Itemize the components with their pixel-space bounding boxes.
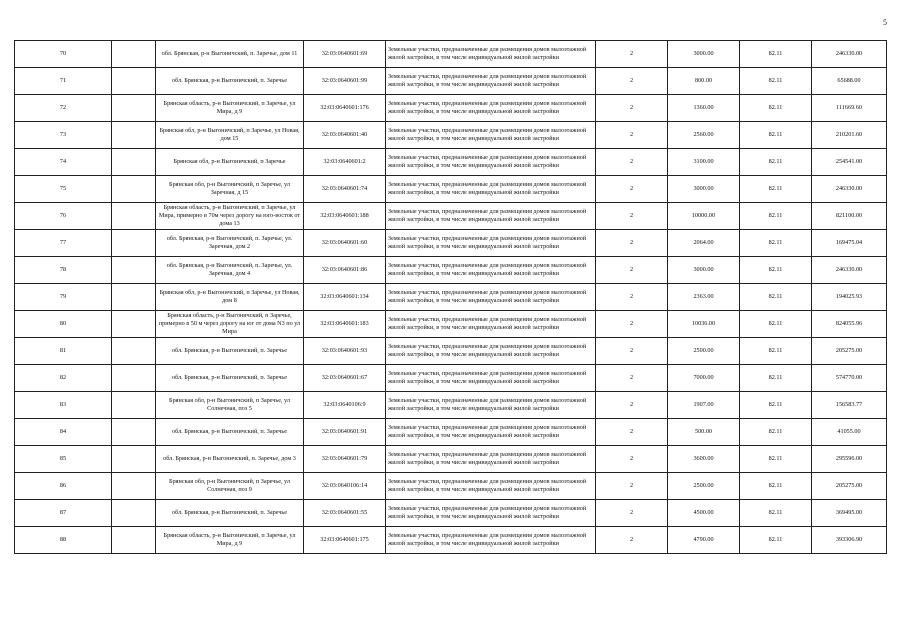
address-cell: Брянская обл, р-н Выгоничский, п Заречье, ул Новая, дом 8 [156,284,304,311]
category-cell: 2 [596,41,668,68]
spacer-cell [112,284,156,311]
area-cell: 800.00 [668,68,740,95]
address-cell: обл. Брянская, р-н Выгоничский, п. Заречье, ул. Заречная, дом 4 [156,257,304,284]
table-row [15,122,887,149]
rate-cell: 82.11 [740,95,812,122]
row-number-cell: 70 [15,41,112,68]
land-use-cell: Земельные участки, предназначенные для размещения домов малоэтажной жилой застройки, в том числе индивидуальной жилой застройки [386,473,596,500]
row-number-cell: 74 [15,149,112,176]
cadastral-value-cell: 41055.00 [812,419,887,446]
cadastral-value-cell: 246330.00 [812,41,887,68]
cadastral-value-cell: 246330.00 [812,257,887,284]
table-row [15,230,887,257]
rate-cell: 82.11 [740,500,812,527]
land-use-cell: Земельные участки, предназначенные для размещения домов малоэтажной жилой застройки, в том числе индивидуальной жилой застройки [386,230,596,257]
cadastral-number-cell: 32:03:0640601:183 [304,311,386,338]
area-cell: 3600.00 [668,446,740,473]
land-use-cell: Земельные участки, предназначенные для размещения домов малоэтажной жилой застройки, в том числе индивидуальной жилой застройки [386,41,596,68]
row-number-cell: 77 [15,230,112,257]
category-cell: 2 [596,68,668,95]
row-number-cell: 73 [15,122,112,149]
spacer-cell [112,149,156,176]
rate-cell: 82.11 [740,149,812,176]
spacer-cell [112,500,156,527]
rate-cell: 82.11 [740,203,812,230]
table-row [15,149,887,176]
land-use-cell: Земельные участки, предназначенные для размещения домов малоэтажной жилой застройки, в том числе индивидуальной жилой застройки [386,338,596,365]
row-number-cell: 84 [15,419,112,446]
rate-cell: 82.11 [740,392,812,419]
spacer-cell [112,446,156,473]
cadastral-value-cell: 821100.00 [812,203,887,230]
row-number-cell: 75 [15,176,112,203]
land-use-cell: Земельные участки, предназначенные для размещения домов малоэтажной жилой застройки, в том числе индивидуальной жилой застройки [386,419,596,446]
cadastral-number-cell: 32:03:0640601:60 [304,230,386,257]
spacer-cell [112,338,156,365]
category-cell: 2 [596,149,668,176]
cadastral-value-cell: 205275.00 [812,338,887,365]
address-cell: Брянская обл, р-н Выгоничский, п Заречье, ул Солнечная, поз 9 [156,473,304,500]
cadastral-number-cell: 32:03:0640601:93 [304,338,386,365]
cadastral-value-cell: 194025.93 [812,284,887,311]
cadastral-value-cell: 156583.77 [812,392,887,419]
cadastral-value-cell: 369495.00 [812,500,887,527]
cadastral-value-cell: 393306.90 [812,527,887,554]
row-number-cell: 81 [15,338,112,365]
cadastral-number-cell: 32:03:0640601:69 [304,41,386,68]
category-cell: 2 [596,257,668,284]
land-use-cell: Земельные участки, предназначенные для размещения домов малоэтажной жилой застройки, в том числе индивидуальной жилой застройки [386,527,596,554]
table-row [15,392,887,419]
land-use-cell: Земельные участки, предназначенные для размещения домов малоэтажной жилой застройки, в том числе индивидуальной жилой застройки [386,365,596,392]
rate-cell: 82.11 [740,257,812,284]
cadastral-value-cell: 246330.00 [812,176,887,203]
table-row [15,95,887,122]
row-number-cell: 87 [15,500,112,527]
rate-cell: 82.11 [740,41,812,68]
address-cell: Брянская область, р-н Выгоничский, п Заречье, ул Мира, д 9 [156,527,304,554]
area-cell: 4790.00 [668,527,740,554]
spacer-cell [112,257,156,284]
area-cell: 1360.00 [668,95,740,122]
cadastral-number-cell: 32:03:0640601:86 [304,257,386,284]
rate-cell: 82.11 [740,230,812,257]
table-row [15,257,887,284]
rate-cell: 82.11 [740,419,812,446]
address-cell: Брянская область, р-н Выгоничский, п Заречье, примерно в 50 м через дорогу на юг от дома N3 по ул Мира [156,311,304,338]
category-cell: 2 [596,230,668,257]
row-number-cell: 78 [15,257,112,284]
cadastral-value-cell: 295596.00 [812,446,887,473]
category-cell: 2 [596,122,668,149]
category-cell: 2 [596,419,668,446]
land-use-cell: Земельные участки, предназначенные для размещения домов малоэтажной жилой застройки, в том числе индивидуальной жилой застройки [386,122,596,149]
area-cell: 2500.00 [668,338,740,365]
land-use-cell: Земельные участки, предназначенные для размещения домов малоэтажной жилой застройки, в том числе индивидуальной жилой застройки [386,392,596,419]
category-cell: 2 [596,527,668,554]
rate-cell: 82.11 [740,176,812,203]
land-use-cell: Земельные участки, предназначенные для размещения домов малоэтажной жилой застройки, в том числе индивидуальной жилой застройки [386,446,596,473]
category-cell: 2 [596,311,668,338]
rate-cell: 82.11 [740,311,812,338]
table-row [15,338,887,365]
spacer-cell [112,95,156,122]
rate-cell: 82.11 [740,446,812,473]
area-cell: 2064.00 [668,230,740,257]
table-row [15,365,887,392]
cadastral-value-cell: 210201.60 [812,122,887,149]
area-cell: 3100.00 [668,149,740,176]
rate-cell: 82.11 [740,122,812,149]
cadastral-number-cell: 32:03:0640106:14 [304,473,386,500]
category-cell: 2 [596,284,668,311]
cadastral-number-cell: 32:03:0640601:40 [304,122,386,149]
spacer-cell [112,527,156,554]
row-number-cell: 76 [15,203,112,230]
cadastral-number-cell: 32:03:0640601:79 [304,446,386,473]
area-cell: 500.00 [668,419,740,446]
rate-cell: 82.11 [740,365,812,392]
cadastral-value-cell: 205275.00 [812,473,887,500]
cadastral-number-cell: 32:03:0640601:176 [304,95,386,122]
address-cell: обл. Брянская, р-н Выгоничский, п. Заречье [156,500,304,527]
area-cell: 2500.00 [668,473,740,500]
spacer-cell [112,122,156,149]
land-use-cell: Земельные участки, предназначенные для размещения домов малоэтажной жилой застройки, в том числе индивидуальной жилой застройки [386,284,596,311]
category-cell: 2 [596,95,668,122]
table-row [15,419,887,446]
area-cell: 7000.00 [668,365,740,392]
table-row [15,176,887,203]
cadastral-value-cell: 169475.04 [812,230,887,257]
spacer-cell [112,203,156,230]
address-cell: обл. Брянская, р-н Выгоничский, п. Заречье [156,338,304,365]
area-cell: 2560.00 [668,122,740,149]
row-number-cell: 72 [15,95,112,122]
row-number-cell: 71 [15,68,112,95]
table-body [15,41,887,554]
category-cell: 2 [596,176,668,203]
cadastral-number-cell: 32:03:0640601:134 [304,284,386,311]
area-cell: 3000.00 [668,257,740,284]
land-use-cell: Земельные участки, предназначенные для размещения домов малоэтажной жилой застройки, в том числе индивидуальной жилой застройки [386,68,596,95]
area-cell: 4500.00 [668,500,740,527]
land-use-cell: Земельные участки, предназначенные для размещения домов малоэтажной жилой застройки, в том числе индивидуальной жилой застройки [386,311,596,338]
cadastral-value-cell: 65688.00 [812,68,887,95]
cadastral-value-cell: 824055.96 [812,311,887,338]
land-use-cell: Земельные участки, предназначенные для размещения домов малоэтажной жилой застройки, в том числе индивидуальной жилой застройки [386,95,596,122]
land-use-cell: Земельные участки, предназначенные для размещения домов малоэтажной жилой застройки, в том числе индивидуальной жилой застройки [386,176,596,203]
cadastral-value-cell: 574770.00 [812,365,887,392]
category-cell: 2 [596,203,668,230]
cadastral-number-cell: 32:03:0640601:74 [304,176,386,203]
land-use-cell: Земельные участки, предназначенные для размещения домов малоэтажной жилой застройки, в том числе индивидуальной жилой застройки [386,257,596,284]
page-number: 5 [883,18,887,27]
category-cell: 2 [596,473,668,500]
address-cell: обл. Брянская, р-н Выгоничский, п. Заречье, дом 11 [156,41,304,68]
cadastral-number-cell: 32:03:0640601:188 [304,203,386,230]
table-row [15,203,887,230]
address-cell: Брянская обл, р-н Выгоничский, п Заречье [156,149,304,176]
address-cell: Брянская обл, р-н Выгоничский, п Заречье, ул Солнечная, поз 5 [156,392,304,419]
row-number-cell: 80 [15,311,112,338]
area-cell: 2363.00 [668,284,740,311]
row-number-cell: 88 [15,527,112,554]
spacer-cell [112,230,156,257]
address-cell: Брянская область, р-н Выгоничский, п Заречье, ул Мира, д 9 [156,95,304,122]
table-row [15,311,887,338]
rate-cell: 82.11 [740,473,812,500]
spacer-cell [112,419,156,446]
rate-cell: 82.11 [740,68,812,95]
spacer-cell [112,392,156,419]
table-row [15,284,887,311]
spacer-cell [112,365,156,392]
table-row [15,527,887,554]
cadastral-value-cell: 111669.60 [812,95,887,122]
category-cell: 2 [596,392,668,419]
spacer-cell [112,68,156,95]
table-row [15,68,887,95]
address-cell: обл. Брянская, р-н Выгоничский, п. Заречье, ул. Заречная, дом 2 [156,230,304,257]
address-cell: обл. Брянская, р-н Выгоничский, п. Заречье, дом 3 [156,446,304,473]
cadastral-number-cell: 32:03:0640601:2 [304,149,386,176]
rate-cell: 82.11 [740,338,812,365]
address-cell: Брянская обл, р-н Выгоничский, п Заречье, ул Заречная, д 15 [156,176,304,203]
land-plots-table [14,40,887,554]
land-use-cell: Земельные участки, предназначенные для размещения домов малоэтажной жилой застройки, в том числе индивидуальной жилой застройки [386,500,596,527]
area-cell: 3000.00 [668,176,740,203]
address-cell: Брянская область, р-н Выгоничский, п Заречье, ул Мира, примерно в 70м через дорогу на юго-восток от дома 13 [156,203,304,230]
land-use-cell: Земельные участки, предназначенные для размещения домов малоэтажной жилой застройки, в том числе индивидуальной жилой застройки [386,149,596,176]
cadastral-value-cell: 254541.00 [812,149,887,176]
category-cell: 2 [596,500,668,527]
row-number-cell: 82 [15,365,112,392]
area-cell: 10036.00 [668,311,740,338]
rate-cell: 82.11 [740,527,812,554]
address-cell: обл. Брянская, р-н Выгоничский, п. Заречье [156,365,304,392]
row-number-cell: 83 [15,392,112,419]
address-cell: обл. Брянская, р-н Выгоничский, п. Заречье [156,419,304,446]
table-row [15,446,887,473]
table-row [15,473,887,500]
category-cell: 2 [596,446,668,473]
cadastral-number-cell: 32:03:0640601:91 [304,419,386,446]
spacer-cell [112,41,156,68]
cadastral-number-cell: 32:03:0640601:55 [304,500,386,527]
category-cell: 2 [596,338,668,365]
cadastral-number-cell: 32:03:0640106:9 [304,392,386,419]
cadastral-number-cell: 32:03:0640601:99 [304,68,386,95]
row-number-cell: 85 [15,446,112,473]
spacer-cell [112,176,156,203]
cadastral-number-cell: 32:03:0640601:67 [304,365,386,392]
land-use-cell: Земельные участки, предназначенные для размещения домов малоэтажной жилой застройки, в том числе индивидуальной жилой застройки [386,203,596,230]
address-cell: Брянская обл, р-н Выгоничский, п Заречье, ул Новая, дом 15 [156,122,304,149]
area-cell: 10000.00 [668,203,740,230]
spacer-cell [112,311,156,338]
rate-cell: 82.11 [740,284,812,311]
cadastral-number-cell: 32:03:0640601:175 [304,527,386,554]
category-cell: 2 [596,365,668,392]
row-number-cell: 79 [15,284,112,311]
spacer-cell [112,473,156,500]
table-row [15,500,887,527]
address-cell: обл. Брянская, р-н Выгоничский, п. Заречье [156,68,304,95]
area-cell: 3000.00 [668,41,740,68]
row-number-cell: 86 [15,473,112,500]
area-cell: 1907.00 [668,392,740,419]
table-row [15,41,887,68]
